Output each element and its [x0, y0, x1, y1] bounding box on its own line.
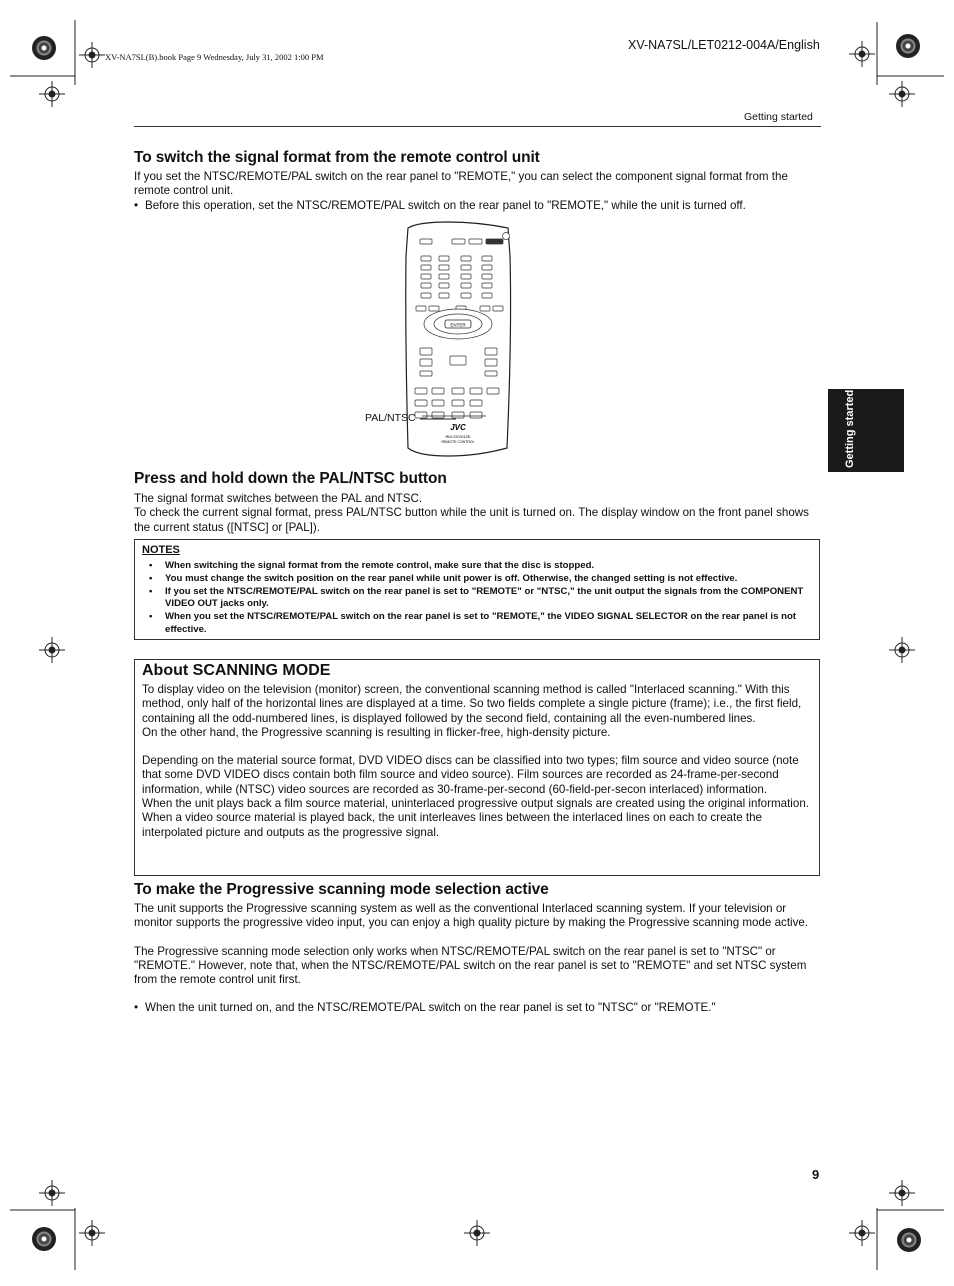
chapter-side-tab	[828, 389, 904, 472]
note-text: When switching the signal format from the remote control, make sure that the disc is stopped.	[165, 560, 595, 571]
bullet-dot: •	[134, 1001, 139, 1015]
remote-model: RM-SXV012E	[445, 434, 471, 439]
jvc-logo: JVC	[450, 423, 466, 432]
file-info-line: XV-NA7SL(B).book Page 9 Wednesday, July 31, 2002 1:00 PM	[105, 52, 324, 62]
section-title: Press and hold down the PAL/NTSC button	[134, 470, 447, 487]
note-text: When you set the NTSC/REMOTE/PAL switch on the rear panel is set to "REMOTE," the VIDEO SIGNAL SELECTOR on the rear panel is not effective.	[165, 611, 797, 635]
callout-line	[420, 412, 460, 424]
section-paragraph: The unit supports the Progressive scanning system as well as the conventional Interlaced scanning system. If your television or monitor supports the progressive video input, you can enjoy a high quality picture by making the Progressive scanning mode active.	[134, 902, 809, 930]
remote-subtitle: REMOTE CONTROL	[441, 440, 475, 444]
page-number: 9	[812, 1167, 820, 1182]
header-rule	[134, 126, 821, 127]
box-paragraph: To display video on the television (monitor) screen, the conventional scanning method is called "Interlaced scanning." With this method, only half of the horizontal lines are displayed at a time. So two fields complete a single picture (frame); i.e., the first field, containing all the odd-numbered lines, is displayed followed by the second field, containing all the even-numbered lines.	[142, 683, 802, 725]
note-text: If you set the NTSC/REMOTE/PAL switch on the rear panel is set to "REMOTE" or "NTSC," the unit output the signals from the COMPONENT VIDEO OUT jacks only.	[165, 585, 804, 610]
bullet-dot: •	[149, 572, 153, 584]
section-paragraph: The Progressive scanning mode selection only works when NTSC/REMOTE/PAL switch on the rear panel is set to "NTSC" or "REMOTE." However, note that, when the NTSC/REMOTE/PAL switch on the rear panel is set to "REMOTE" and set NTSC system from the remote control unit first.	[134, 944, 807, 987]
scan-content	[142, 662, 818, 840]
section-signal-format	[134, 149, 824, 213]
pal-ntsc-callout-label: PAL/NTSC	[365, 412, 416, 424]
running-head: Getting started	[744, 111, 813, 123]
note-item	[149, 586, 815, 612]
bullet-text: Before this operation, set the NTSC/REMOTE/PAL switch on the rear panel to "REMOTE," while the unit is turned off.	[145, 198, 746, 212]
section-line: To check the current signal format, press PAL/NTSC button while the unit is turned on. The display window on the front panel shows the current status ([NTSC] or [PAL]).	[134, 506, 809, 534]
section-title: To switch the signal format from the remote control unit	[134, 149, 540, 166]
box-paragraph: On the other hand, the Progressive scanning is resulting in flicker-free, high-density picture.	[142, 725, 611, 739]
section-paragraph: If you set the NTSC/REMOTE/PAL switch on the rear panel to "REMOTE," you can select the component signal format from the remote control unit.	[134, 170, 788, 198]
about-scanning-mode-box	[134, 659, 820, 876]
enter-button-label: ENTER	[450, 322, 466, 328]
note-item	[149, 560, 815, 573]
bullet-item	[134, 199, 824, 213]
note-item	[149, 573, 815, 586]
section-line: The signal format switches between the PAL and NTSC.	[134, 492, 423, 505]
bullet-text: When the unit turned on, and the NTSC/REMOTE/PAL switch on the rear panel is set to "NTSC" or "REMOTE."	[145, 1001, 716, 1015]
document-code: XV-NA7SL/LET0212-004A/English	[628, 38, 820, 52]
box-paragraph: When the unit plays back a film source material, uninterlaced progressive output signals are created using the original information. When a video source material is played back, the unit interleaves lines between the interlaced lines on each to create the interpolated picture and outputs as the progressive signal.	[142, 797, 809, 839]
bullet-dot: •	[149, 560, 153, 571]
notes-list	[149, 560, 815, 637]
note-text: You must change the switch position on the rear panel while unit power is off. Otherwise, the changed setting is not effective.	[165, 572, 738, 584]
section-title: To make the Progressive scanning mode selection active	[134, 881, 549, 898]
bullet-dot: •	[149, 611, 153, 623]
notes-box	[134, 539, 820, 640]
section-progressive	[134, 881, 824, 1016]
notes-title: NOTES	[142, 544, 180, 556]
bullet-dot: •	[134, 198, 139, 212]
box-title: About SCANNING MODE	[142, 662, 331, 679]
section-press-hold	[134, 470, 824, 535]
note-item	[149, 611, 815, 637]
box-paragraph: Depending on the material source format, DVD VIDEO discs can be classified into two types; film source and video source (note that some DVD VIDEO discs contain both film source and video source). Film sources are recorded as 24-frame-per-second information, while (NTSC) video sources are recorded as 30-frame-per-second (60-field-per-secon interlaced) information.	[142, 754, 799, 796]
bullet-dot: •	[149, 585, 153, 597]
side-tab-label: Getting started	[844, 389, 856, 468]
bullet-item	[134, 1001, 824, 1015]
